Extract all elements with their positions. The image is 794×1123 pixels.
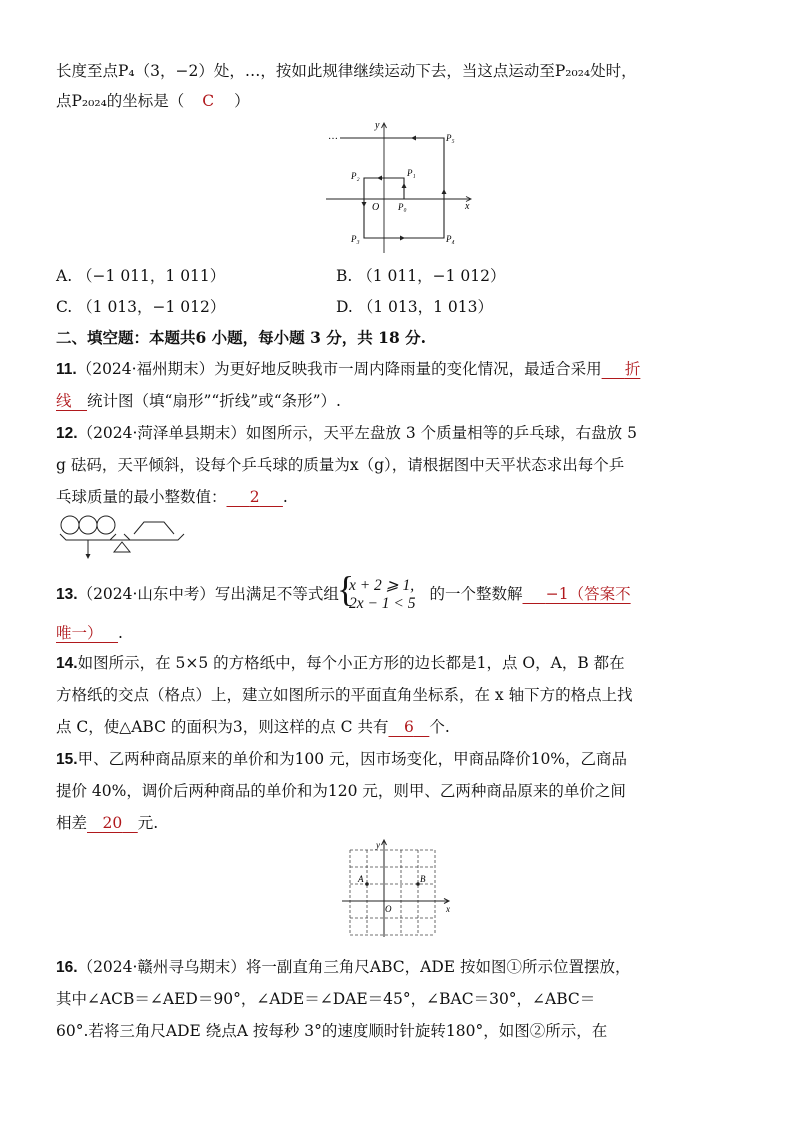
q13-line2: [56, 622, 123, 644]
q10-fig-P4: P₄: [446, 234, 455, 244]
q14-text: 如图所示，在 5×5 的方格纸中，每个小正方形的边长都是1，点 O，A，B 都在: [77, 654, 625, 672]
q15-line3-pre: 相差: [56, 814, 88, 832]
q12-line1: [56, 422, 637, 445]
q15-line3-post: 元.: [137, 814, 159, 832]
q10-choice-b: B. （1 011，−1 012）: [336, 267, 506, 285]
q10-choice-d: D. （1 013，1 013）: [336, 298, 493, 316]
q11-number: 11.: [56, 361, 77, 378]
q12-line3: [56, 486, 288, 508]
q10-fig-P5: P₅: [446, 133, 455, 143]
q14-line1: [56, 652, 625, 675]
q14-fig-B: B: [420, 874, 426, 884]
q14-grid-figure: [338, 838, 458, 938]
q11-text2: 统计图（填“扇形”“折线”或“条形”）.: [87, 392, 341, 410]
q14-line2: 方格纸的交点（格点）上，建立如图所示的平面直角坐标系，在 x 轴下方的格点上找: [56, 686, 633, 704]
q12-line3-pre: 乓球质量的最小整数值：: [56, 488, 227, 506]
q10-choice-a: A. （−1 011，1 011）: [56, 267, 226, 285]
q10-fig-O: O: [372, 202, 380, 213]
q16-number: 16.: [56, 959, 78, 976]
q14-fig-x: x: [446, 904, 450, 914]
q12-number: 12.: [56, 425, 78, 442]
q13-inequality-system: [336, 569, 416, 613]
q15-answer: 20: [102, 814, 123, 832]
q16-line3: 60°.若将三角尺ADE 绕点A 按每秒 3°的速度顺时针旋转180°，如图②所示，在: [56, 1022, 608, 1040]
q14-fig-y: y: [376, 840, 380, 850]
q11-answer-part1: 折: [624, 360, 641, 378]
q14-line3-pre: 点 C，使△ABC 的面积为3，则这样的点 C 共有: [56, 718, 389, 736]
q13-ineq2: 2x − 1 < 5: [348, 595, 416, 612]
q10-fig-P2: P₂: [351, 171, 360, 181]
q12-answer: 2: [249, 488, 260, 506]
q10-fig-y: y: [375, 120, 380, 131]
q12-line2: g 砝码，天平倾斜，设每个乒乓球的质量为x（g），请根据图中天平状态求出每个乒: [56, 456, 625, 474]
q16-line2: 其中∠ACB＝∠AED＝90°，∠ADE＝∠DAE＝45°，∠BAC＝30°，∠ABC＝: [56, 990, 596, 1008]
q15-line3: [56, 812, 158, 834]
q10-line2-post: ）: [234, 92, 250, 110]
q13-ineq1: x + 2 ⩾ 1,: [348, 577, 415, 594]
q11-text: （2024·福州期末）为更好地反映我市一周内降雨量的变化情况，最适合采用: [76, 360, 602, 378]
q13-brace: {: [336, 569, 355, 609]
q10-fig-P0: P₀: [398, 202, 407, 212]
q13-mid: 的一个整数解: [429, 585, 523, 603]
q11-answer-part2: 线: [56, 392, 72, 410]
q12-text: （2024·菏泽单县期末）如图所示，天平左盘放 3 个质量相等的乒乓球，右盘放 5: [77, 424, 637, 442]
q13-number: 13.: [56, 586, 78, 603]
q10-fig-P1: P₁: [407, 168, 416, 178]
q12-line3-post: .: [282, 488, 288, 506]
q14-fig-A: A: [358, 874, 364, 884]
q16-text: （2024·赣州寻乌期末）将一副直角三角尺ABC，ADE 按如图①所示位置摆放，: [77, 958, 631, 976]
q15-number: 15.: [56, 751, 78, 768]
q14-fig-O: O: [385, 904, 392, 914]
q10-line1: 长度至点P₄（3，−2）处，…，按如此规律继续运动下去，当这点运动至P₂₀₂₄处时，: [56, 62, 637, 80]
q10-fig-dots: …: [328, 131, 338, 142]
q15-line1: [56, 748, 627, 771]
q10-answer: C: [202, 92, 215, 110]
q10-fig-P3: P₃: [351, 234, 360, 244]
q15-line2: 提价 40%，调价后两种商品的单价和为120 元，则甲、乙两种商品原来的单价之间: [56, 782, 626, 800]
section-heading-fill-in: 二、填空题：本题共6 小题，每小题 3 分，共 18 分.: [56, 328, 427, 347]
q10-fig-x: x: [465, 201, 470, 212]
q13-answer-part1: −1（答案不: [545, 585, 631, 603]
q13-post: .: [118, 624, 123, 642]
q10-choice-c: C. （1 013，−1 012）: [56, 298, 226, 316]
q13-answer-part2: 唯一）: [56, 624, 103, 642]
q14-line3-post: 个.: [429, 718, 450, 736]
q12-balance-figure: [58, 514, 190, 566]
q10-line2-pre: 点P₂₀₂₄的坐标是（: [56, 92, 185, 110]
q10-spiral-figure: [320, 118, 480, 258]
q16-line1: [56, 956, 631, 979]
q11-line2: [56, 390, 341, 412]
q14-answer: 6: [403, 718, 414, 736]
q11-line1: [56, 358, 640, 381]
q13-pre: （2024·山东中考）写出满足不等式组: [77, 585, 339, 603]
q10-line2: [56, 90, 250, 112]
q13-line1: [56, 569, 631, 612]
q14-line3: [56, 716, 450, 738]
q14-number: 14.: [56, 655, 78, 672]
q15-text: 甲、乙两种商品原来的单价和为100 元，因市场变化，甲商品降价10%，乙商品: [77, 750, 628, 768]
